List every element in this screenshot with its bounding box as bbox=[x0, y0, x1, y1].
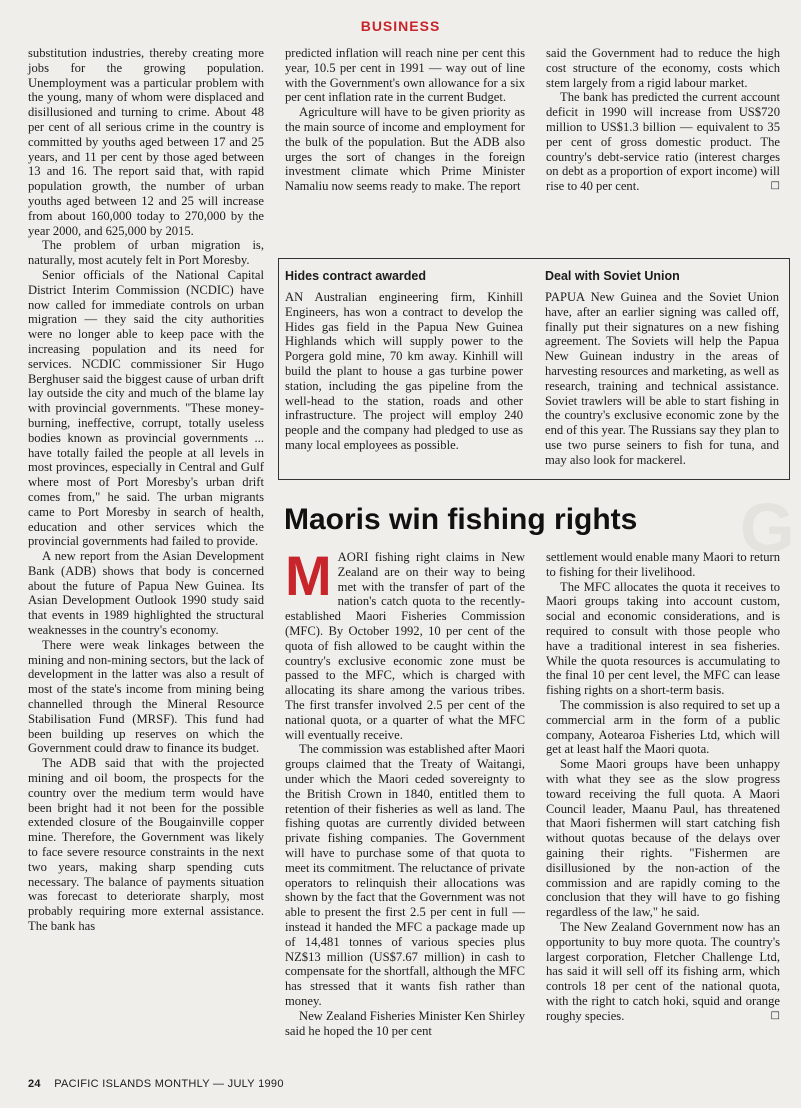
paragraph: Senior officials of the National Capital District Interim Commission (NCDIC) have now called for immediate controls on urban migration — they said the city authorities were no longer able to keep pace with the increasing population and its need for services. NCDIC commissioner Sir Hugo Berghuser said the biggest cause of urban drift lay outside the city and much of the blame lay with provincial governments. "These money-burning, ineffective, corrupt, totally useless bodies known as provincial governments ... have totally failed the people at all levels in most provinces, especially in Central and Gulf where most of Port Moresby's urban drift comes from," he said. The urban migrants came to Port Moresby in search of health, education and other services which the provincial governments had failed to provide. bbox=[28, 267, 264, 549]
paragraph: The ADB said that with the projected mining and oil boom, the prospects for the country over the medium term would have been bright had it not been for the possible extended closure of the Bougainville copper mine. Therefore, the Government was likely to face severe resource constraints in the next two years, making sharp spending cuts necessary. The balance of payments situation was forecast to deteriorate sharply, most probably requiring more external assistance. The bank has bbox=[28, 756, 264, 934]
paragraph: MAORI fishing right claims in New Zealand are on their way to being met with the transfer of part of the nation's catch quota to the recently-established Maori Fisheries Commission (MFC). By October 1992, 10 per cent of the quota of fish allowed to be caught within the country's exclusive economic zone must be passed to the MFC, which is charged with allocating its share among the various tribes. The first transfer involved 2.5 per cent of the national quota, or a quarter of what the MFC will eventually receive. bbox=[285, 544, 525, 742]
news-brief-box bbox=[278, 258, 790, 480]
drop-cap: M bbox=[285, 544, 332, 607]
brief-text: AN Australian engineering firm, Kinhill Engineers, has won a contract to develop the Hides gas field in the Papua New Guinea Highlands which will supply power to the Porgera gold mine, 70 km away. Kinhill will build the plant to house a gas turbine power station, including the gas pipeline from the well-head to the station, roads and other infrastructure. The project will employ 240 people and the company had pledged to use as many local employees as possible. bbox=[285, 290, 523, 452]
maori-column-2 bbox=[546, 550, 780, 1024]
paragraph: The MFC allocates the quota it receives to Maori groups taking into account custom, social and economic considerations, and is required to consult with those people who have a traditional interest in sea fisheries. While the quota resources is accumulating to the final 10 per cent level, the MFC can lease fishing rights on a short-term basis. bbox=[546, 579, 780, 698]
left-column bbox=[28, 46, 264, 934]
paragraph: The commission was established after Maori groups claimed that the Treaty of Waitangi, under which the Maori ceded sovereignty to the British Crown in 1840, entitled them to retention of their fisheries as well as land. The fishing quotas are currently divided between private fishing companies. The Government will have to purchase some of that quota to meet its commitment. The reluctance of private operators to relinquish their allocations was shown by the fact that the Government was not able to present the first 2.5 per cent in full — instead it handed the MFC a package made up of 14,481 tonnes of various species plus NZ$13 million (US$7.67 million) in cash to compensate for the shortfall, although the MFC has stressed that it wants fish rather than money. bbox=[285, 742, 525, 1008]
end-mark: □ bbox=[770, 1009, 780, 1021]
paragraph: There were weak linkages between the mining and non-mining sectors, but the lack of development in the latter was also a result of most of the state's income from mining being channelled through the Mineral Resource Stabilisation Fund (MRSF). This fund had been building up reserves on which the Government could draw to finance its budget. bbox=[28, 637, 264, 756]
brief-heading: Deal with Soviet Union bbox=[545, 269, 680, 283]
right-column bbox=[546, 46, 780, 194]
article-headline: Maoris win fishing rights bbox=[284, 503, 638, 536]
publication-line: PACIFIC ISLANDS MONTHLY — JULY 1990 bbox=[54, 1078, 284, 1090]
section-label: BUSINESS bbox=[360, 18, 441, 34]
paragraph: predicted inflation will reach nine per cent this year, 10.5 per cent in 1991 — way out of line with the Government's own allowance for a six per cent inflation rate in the current Budget. bbox=[285, 46, 525, 105]
brief-heading: Hides contract awarded bbox=[285, 269, 427, 283]
middle-column bbox=[285, 46, 525, 194]
paragraph: The New Zealand Government now has an opportunity to buy more quota. The country's largest corporation, Fletcher Challenge Ltd, has said it will sell off its fishing arm, which controls 18 per cent of the national quota, with the right to catch hoki, squid and orange roughy species. □ bbox=[546, 919, 780, 1023]
paragraph: Agriculture will have to be given priority as the main source of income and employment for the bulk of the population. But the ADB also urges the sort of changes in the foreign investment climate which Prime Minister Namaliu now seems ready to make. The report bbox=[285, 105, 525, 194]
paragraph: The bank has predicted the current account deficit in 1990 will increase from US$720 million to US$1.3 billion — equivalent to 35 per cent of gross domestic product. The country's debt-service ratio (interest charges on debt as a proportion of export income) will rise to 40 per cent. □ bbox=[546, 90, 780, 194]
brief-text: PAPUA New Guinea and the Soviet Union have, after an earlier signing was called off, finally put their signatures on a new fishing agreement. The Soviets will help the Papua New Guinean industry in the areas of harvesting resources and marketing, as well as research, training and technical assistance. Soviet trawlers will be able to start fishing in the country's exclusive economic zone by the end of this year. The Russians say they plan to use two purse seiners to fish for tuna, and may also look for mackerel. bbox=[545, 290, 779, 467]
paragraph: The problem of urban migration is, naturally, most acutely felt in Port Moresby. bbox=[28, 238, 264, 268]
hides-brief bbox=[285, 269, 523, 453]
maori-column-1 bbox=[285, 544, 525, 1038]
paragraph: Some Maori groups have been unhappy with what they see as the slow progress toward receiving the full quota. A Maori Council leader, Maanu Paul, has threatened that Maori fishermen will start catching fish without quotas because of the delays over gaining their rights. "Fishermen are disillusioned by the non-action of the commission and are rapidly coming to the conclusion that they will have to go fishing regardless of the law," he said. bbox=[546, 757, 780, 920]
soviet-brief bbox=[545, 269, 779, 468]
paragraph: New Zealand Fisheries Minister Ken Shirley said he hoped the 10 per cent bbox=[285, 1008, 525, 1038]
paragraph: settlement would enable many Maori to return to fishing for their livelihood. bbox=[546, 550, 780, 579]
paragraph: The commission is also required to set up a commercial arm in the form of a public company, Aotearoa Fisheries Ltd, which will get at least half the Maori quota. bbox=[546, 697, 780, 757]
page-footer bbox=[28, 1078, 284, 1090]
paragraph: A new report from the Asian Development Bank (ADB) shows that body is concerned about the future of Papua New Guinea. Its Asian Development Outlook 1990 study said that events in 1989 highlighted the structural weaknesses in the country's economy. bbox=[28, 549, 264, 638]
page-number: 24 bbox=[28, 1078, 41, 1090]
paragraph: said the Government had to reduce the high cost structure of the economy, costs which stem largely from a rigid labour market. bbox=[546, 46, 780, 90]
background-letter-watermark: G bbox=[740, 489, 795, 567]
end-mark: □ bbox=[770, 180, 780, 192]
paragraph: substitution industries, thereby creating more jobs for the growing population. Unemployment was a particular problem with the young, many of whom were displaced and disillusioned and turning to crime. About 48 per cent of all serious crime in the country is committed by youths aged between 17 and 25 years, and 11 per cent by those aged between 13 and 16. The report said that, with rapid population growth, the number of urban youths aged between 12 and 25 will increase from about 160,000 today to 270,000 by the year 2000, and 625,000 by 2015. bbox=[28, 46, 264, 238]
